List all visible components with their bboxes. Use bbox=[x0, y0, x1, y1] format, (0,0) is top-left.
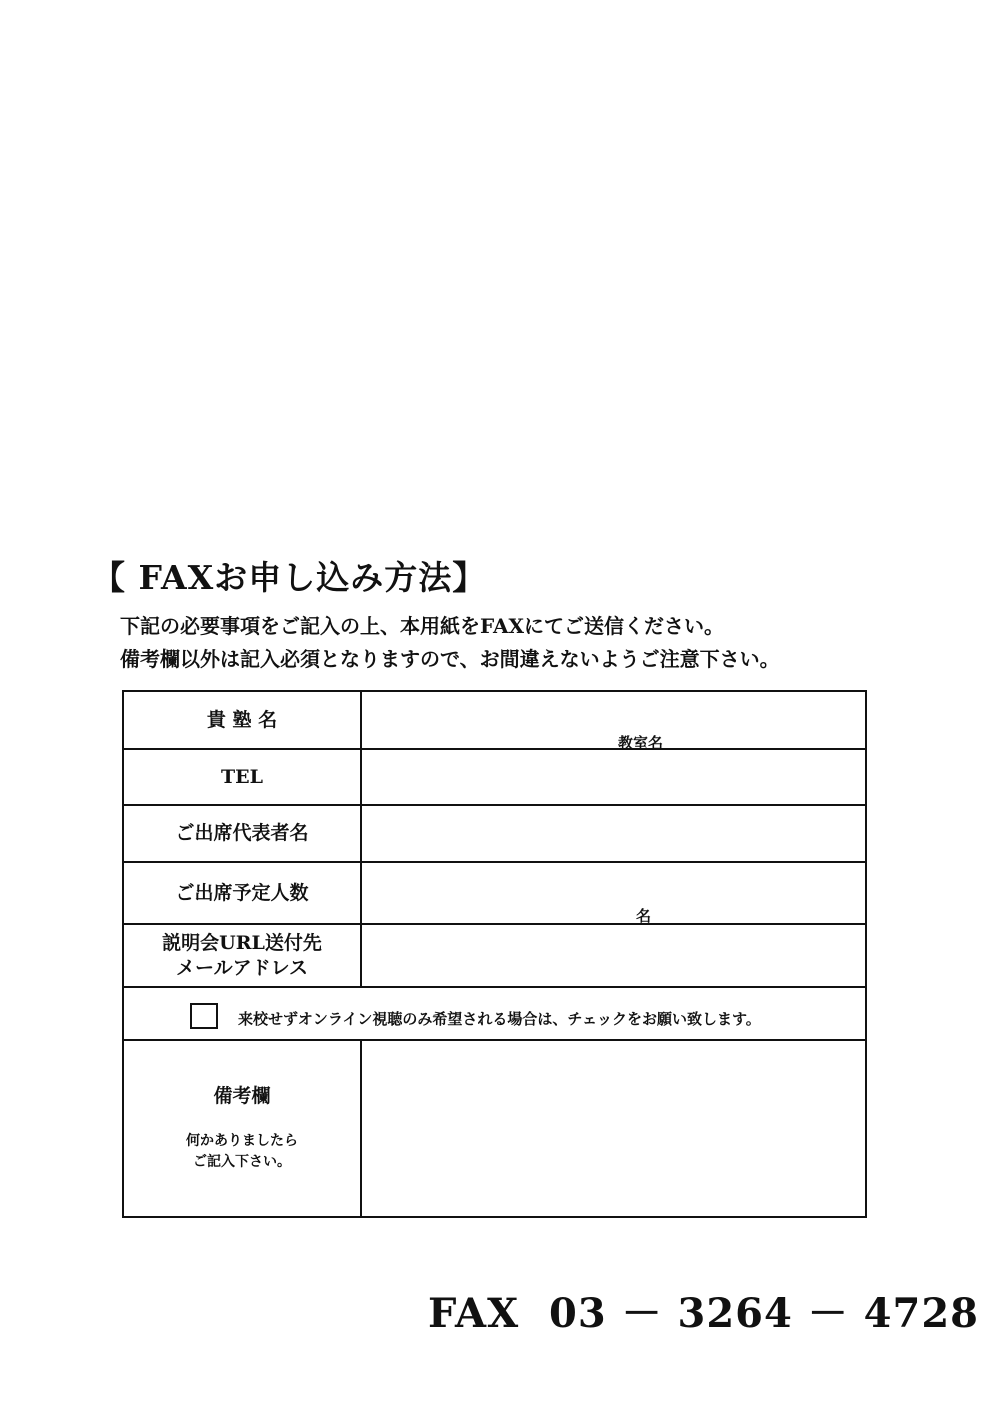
remarks-label bbox=[124, 1041, 362, 1216]
online-only-text: 来校せずオンライン視聴のみ希望される場合は、チェックをお願い致します。 bbox=[238, 1010, 761, 1028]
classroom-name-note: 教室名 bbox=[618, 734, 664, 752]
online-only-checkbox[interactable] bbox=[190, 1003, 218, 1029]
remarks-hint bbox=[186, 1131, 298, 1173]
row-tel bbox=[124, 750, 865, 806]
row-remarks bbox=[124, 1041, 865, 1216]
row-representative bbox=[124, 806, 865, 863]
tel-label: TEL bbox=[124, 750, 362, 804]
page-title: 【 FAXお申し込み方法】 bbox=[92, 558, 487, 597]
row-online-only bbox=[124, 988, 865, 1041]
row-email bbox=[124, 925, 865, 988]
remarks-hint-line-2: ご記入下さい。 bbox=[193, 1153, 291, 1170]
fax-digits: 03 － 3264 － 4728 bbox=[548, 1290, 980, 1337]
application-form bbox=[122, 690, 867, 1218]
fax-label: FAX bbox=[428, 1290, 520, 1337]
email-field[interactable] bbox=[362, 925, 865, 986]
row-school-name bbox=[124, 692, 865, 750]
remarks-title: 備考欄 bbox=[213, 1085, 271, 1108]
school-name-label: 貴 塾 名 bbox=[124, 692, 362, 748]
instruction-line-1: 下記の必要事項をご記入の上、本用紙をFAXにてご送信ください。 bbox=[120, 614, 725, 638]
school-name-field[interactable] bbox=[362, 692, 865, 752]
fax-number bbox=[428, 1282, 979, 1339]
attendees-label: ご出席予定人数 bbox=[124, 863, 362, 923]
attendees-unit: 名 bbox=[636, 907, 652, 925]
tel-field[interactable] bbox=[362, 750, 865, 804]
representative-label: ご出席代表者名 bbox=[124, 806, 362, 861]
remarks-hint-line-1: 何かありましたら bbox=[186, 1132, 298, 1149]
representative-field[interactable] bbox=[362, 806, 865, 861]
attendees-field[interactable] bbox=[362, 863, 865, 923]
email-label-line-2: メールアドレス bbox=[175, 956, 309, 979]
instruction-line-2: 備考欄以外は記入必須となりますので、お間違えないようご注意下さい。 bbox=[120, 647, 780, 671]
row-attendees bbox=[124, 863, 865, 925]
email-label-line-1: 説明会URL送付先 bbox=[162, 931, 322, 954]
remarks-field[interactable] bbox=[362, 1041, 865, 1216]
email-label bbox=[124, 925, 362, 986]
